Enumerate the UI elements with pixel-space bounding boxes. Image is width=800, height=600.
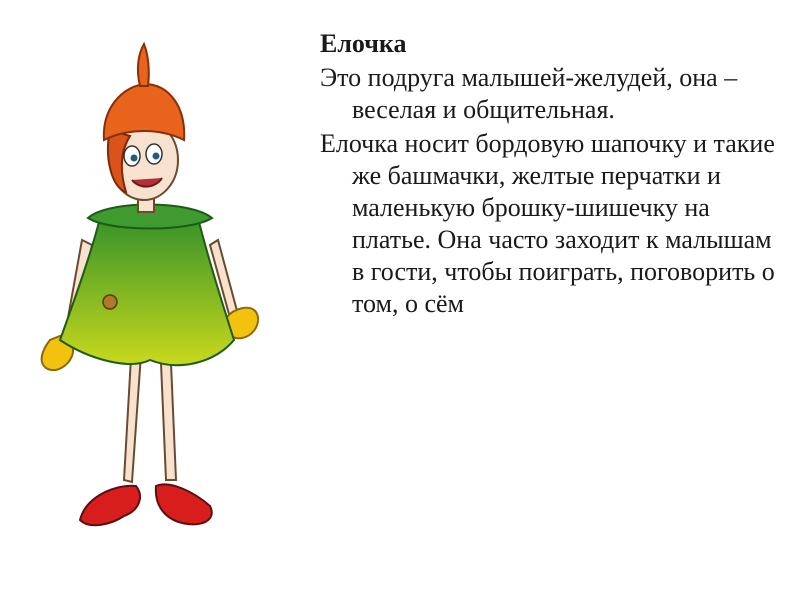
paragraph-1: Это подруга малышей-желудей, она – веселая и общительная. bbox=[320, 63, 738, 124]
paragraph-2: Елочка носит бордовую шапочку и такие же башмачки, желтые перчатки и маленькую брошку-шишечку на платье. Она часто заходит к малышам в гости, чтобы поиграть, поговорить о том, о сём bbox=[320, 129, 775, 318]
character-illustration bbox=[20, 40, 280, 570]
slide-title: Елочка bbox=[320, 29, 407, 58]
text-block bbox=[320, 28, 780, 322]
dress bbox=[60, 211, 234, 366]
shoes bbox=[80, 484, 212, 525]
brooch-cone bbox=[103, 295, 117, 309]
hat bbox=[104, 44, 184, 140]
